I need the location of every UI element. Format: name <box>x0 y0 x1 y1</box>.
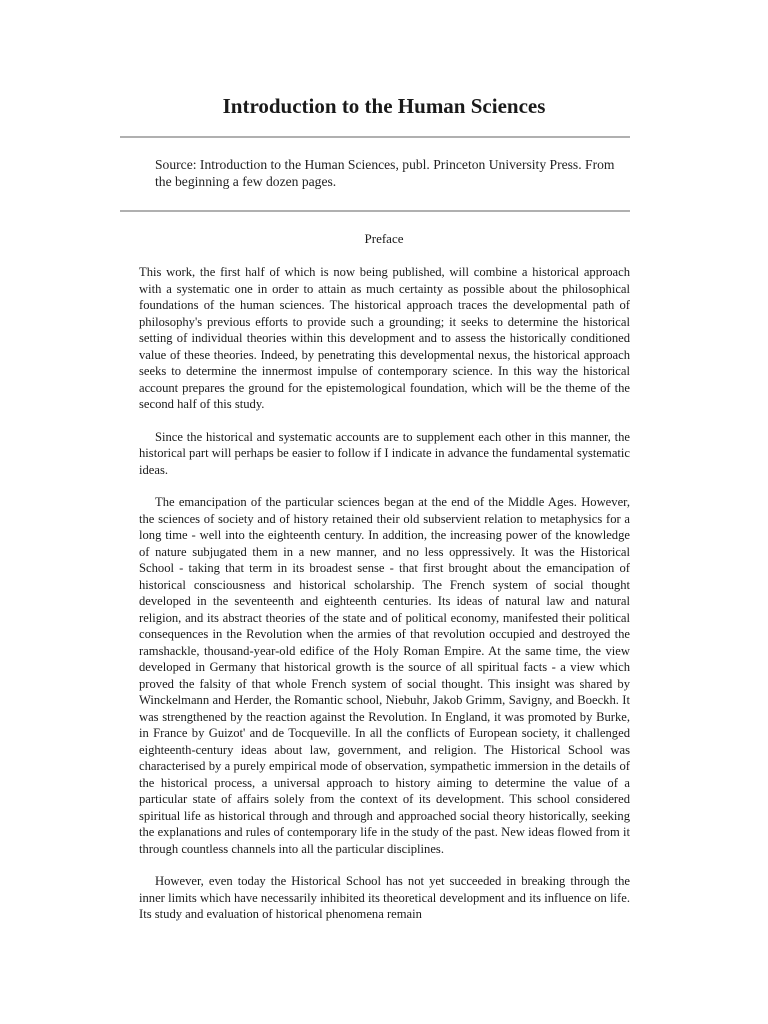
paragraph-3: The emancipation of the particular sciences began at the end of the Middle Ages. However, the sciences of society and of history retained their old subservient relation to metaphysics for a long time - well into the eighteenth century. In addition, the increasing power of the knowledge of nature subjugated them in a new manner, and no less oppressively. It was the Historical School - taking that term in its broadest sense - that first brought about the emancipation of historical consciousness and historical scholarship. The French system of social thought developed in the seventeenth and eighteenth centuries. Its ideas of natural law and natural religion, and its abstract theories of the state and of political economy, manifested their political consequences in the Revolution when the armies of that revolution occupied and destroyed the ramshackle, thousand-year-old edifice of the Holy Roman Empire. At the same time, the view developed in Germany that historical growth is the source of all spiritual facts - a view which proved the falsity of that whole French system of social thought. This insight was shared by Winckelmann and Herder, the Romantic school, Niebuhr, Jakob Grimm, Savigny, and Boeckh. It was strengthened by the reaction against the Revolution. In England, it was promoted by Burke, in France by Guizot' and de Tocqueville. In all the conflicts of European society, it challenged eighteenth-century ideas about law, government, and religion. The Historical School was characterised by a purely empirical mode of observation, sympathetic immersion in the details of the historical process, a universal approach to history aiming to determine the value of a particular state of affairs solely from the context of its development. This school considered spiritual life as historical through and through and approached social theory historically, seeking the explanations and rules of contemporary life in the study of the past. New ideas flowed from it through countless channels into all the particular disciplines. <box>139 495 630 856</box>
paragraph-4: However, even today the Historical School has not yet succeeded in breaking through the inner limits which have necessarily inhibited its theoretical development and its influence on life. Its study and evaluation of historical phenomena remain <box>139 874 630 921</box>
paragraph-1: This work, the first half of which is now being published, will combine a historical approach with a systematic one in order to attain as much certainty as possible about the philosophical foundations of the human sciences. The historical approach traces the developmental path of philosophy's previous efforts to provide such a grounding; it seeks to determine the historical setting of individual theories within this development and to assess the historically conditioned value of these theories. Indeed, by penetrating this developmental nexus, the historical approach seeks to determine the innermost impulse of contemporary science. In this way the historical account prepares the ground for the epistemological foundation, which will be the theme of the second half of this study. <box>139 265 630 411</box>
document-title: Introduction to the Human Sciences <box>222 94 546 118</box>
top-divider <box>120 136 630 138</box>
bottom-divider <box>120 210 630 212</box>
paragraph-2: Since the historical and systematic accounts are to supplement each other in this manner, the historical part will perhaps be easier to follow if I indicate in advance the fundamental systematic ideas. <box>139 429 630 477</box>
section-heading-preface: Preface <box>364 231 404 246</box>
body-text <box>139 264 630 939</box>
source-note: Source: Introduction to the Human Sciences, publ. Princeton University Press. From the beginning a few dozen pages. <box>155 157 615 189</box>
